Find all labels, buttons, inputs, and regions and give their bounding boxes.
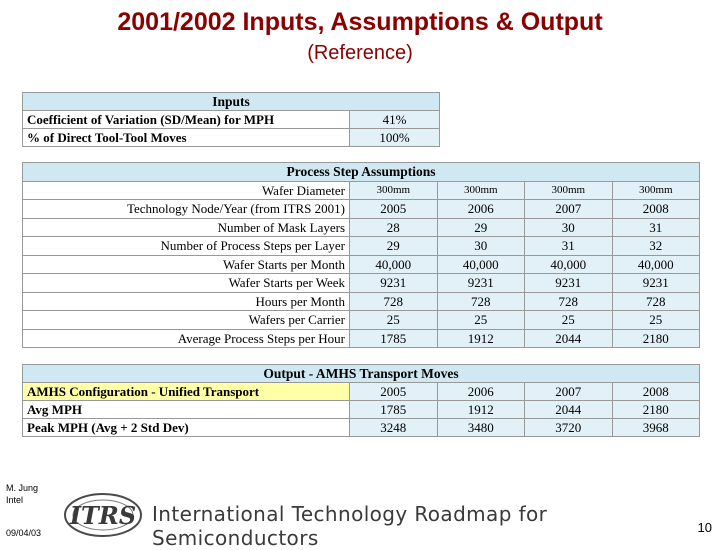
assumption-label: Technology Node/Year (from ITRS 2001) <box>23 200 350 219</box>
output-table <box>22 364 700 437</box>
assumption-value: 300mm <box>350 181 438 200</box>
assumption-value: 25 <box>437 311 525 330</box>
assumption-value: 728 <box>525 292 613 311</box>
table-row <box>23 181 700 200</box>
assumption-value: 30 <box>525 218 613 237</box>
table-row <box>23 383 700 401</box>
output-value: 3248 <box>350 419 438 437</box>
assumption-value: 2006 <box>437 200 525 219</box>
assumptions-table-title: Process Step Assumptions <box>23 163 700 182</box>
page-number: 10 <box>697 520 712 535</box>
assumption-label: Number of Mask Layers <box>23 218 350 237</box>
assumption-value: 9231 <box>350 274 438 293</box>
output-value: 2005 <box>350 383 438 401</box>
assumption-value: 9231 <box>437 274 525 293</box>
table-row <box>23 255 700 274</box>
assumption-value: 9231 <box>612 274 700 293</box>
assumption-value: 1785 <box>350 329 438 348</box>
table-row <box>23 111 440 129</box>
output-value: 2044 <box>525 401 613 419</box>
assumption-value: 25 <box>525 311 613 330</box>
input-label: Coefficient of Variation (SD/Mean) for MPH <box>23 111 350 129</box>
assumption-value: 29 <box>437 218 525 237</box>
assumption-label: Wafer Diameter <box>23 181 350 200</box>
output-value: 1912 <box>437 401 525 419</box>
page-subtitle: (Reference) <box>307 42 413 64</box>
assumption-value: 32 <box>612 237 700 256</box>
output-value: 2008 <box>612 383 700 401</box>
assumption-value: 31 <box>525 237 613 256</box>
assumption-value: 1912 <box>437 329 525 348</box>
table-row <box>23 200 700 219</box>
assumption-value: 2005 <box>350 200 438 219</box>
assumption-value: 31 <box>612 218 700 237</box>
assumption-label: Wafers per Carrier <box>23 311 350 330</box>
assumption-value: 25 <box>612 311 700 330</box>
author-company: Intel <box>6 495 24 505</box>
page-title: 2001/2002 Inputs, Assumptions & Output <box>117 8 603 36</box>
assumption-value: 2007 <box>525 200 613 219</box>
output-value: 2180 <box>612 401 700 419</box>
assumption-value: 300mm <box>525 181 613 200</box>
output-label: Peak MPH (Avg + 2 Std Dev) <box>23 419 350 437</box>
author-name: M. Jung <box>6 483 39 493</box>
assumption-value: 2008 <box>612 200 700 219</box>
output-label: AMHS Configuration - Unified Transport <box>23 383 350 401</box>
table-row <box>23 419 700 437</box>
assumption-value: 300mm <box>612 181 700 200</box>
assumption-value: 300mm <box>437 181 525 200</box>
assumption-value: 40,000 <box>525 255 613 274</box>
assumption-value: 30 <box>437 237 525 256</box>
table-row <box>23 218 700 237</box>
assumption-label: Average Process Steps per Hour <box>23 329 350 348</box>
assumption-label: Hours per Month <box>23 292 350 311</box>
input-label: % of Direct Tool-Tool Moves <box>23 129 350 147</box>
output-table-title: Output - AMHS Transport Moves <box>23 365 700 383</box>
table-row <box>23 329 700 348</box>
assumption-value: 9231 <box>525 274 613 293</box>
assumption-value: 2044 <box>525 329 613 348</box>
itrs-logo <box>62 491 144 539</box>
itrs-banner: International Technology Roadmap for Semiconductors <box>152 502 548 550</box>
assumption-value: 40,000 <box>612 255 700 274</box>
input-value: 41% <box>350 111 440 129</box>
assumption-label: Wafer Starts per Month <box>23 255 350 274</box>
table-row <box>23 401 700 419</box>
output-value: 2006 <box>437 383 525 401</box>
assumption-value: 25 <box>350 311 438 330</box>
output-label: Avg MPH <box>23 401 350 419</box>
table-row <box>23 237 700 256</box>
itrs-logo-text: ITRS <box>69 501 137 530</box>
assumption-label: Wafer Starts per Week <box>23 274 350 293</box>
slide-date: 09/04/03 <box>6 528 42 538</box>
assumption-label: Number of Process Steps per Layer <box>23 237 350 256</box>
assumptions-table <box>22 162 700 348</box>
output-value: 1785 <box>350 401 438 419</box>
table-row <box>23 274 700 293</box>
inputs-table-title: Inputs <box>23 93 440 111</box>
input-value: 100% <box>350 129 440 147</box>
inputs-table <box>22 92 440 147</box>
output-value: 3720 <box>525 419 613 437</box>
table-row <box>23 311 700 330</box>
assumption-value: 728 <box>350 292 438 311</box>
output-value: 3480 <box>437 419 525 437</box>
output-value: 3968 <box>612 419 700 437</box>
assumption-value: 2180 <box>612 329 700 348</box>
table-row <box>23 292 700 311</box>
table-row <box>23 129 440 147</box>
assumption-value: 40,000 <box>350 255 438 274</box>
assumption-value: 40,000 <box>437 255 525 274</box>
output-value: 2007 <box>525 383 613 401</box>
assumption-value: 728 <box>437 292 525 311</box>
assumption-value: 29 <box>350 237 438 256</box>
assumption-value: 728 <box>612 292 700 311</box>
assumption-value: 28 <box>350 218 438 237</box>
